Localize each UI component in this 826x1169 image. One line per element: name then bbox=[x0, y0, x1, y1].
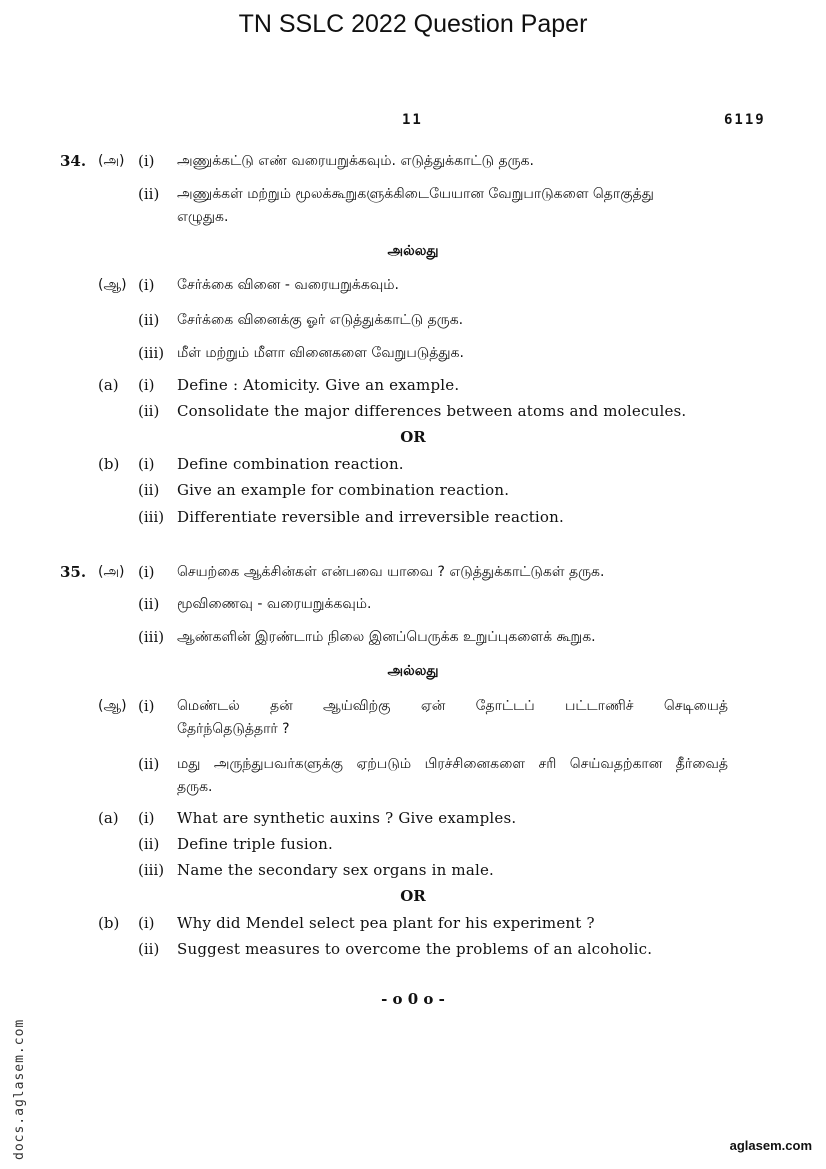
tamil-option-b-label: (ஆ) bbox=[98, 698, 127, 714]
sub-label: (ii) bbox=[138, 835, 160, 853]
question-text-english: Consolidate the major differences between atoms and molecules. bbox=[177, 402, 687, 420]
question-text-tamil: மீள் மற்றும் மீளா வினைகளை வேறுபடுத்துக. bbox=[177, 345, 464, 361]
question-text-english: Give an example for combination reaction. bbox=[177, 481, 510, 499]
question-text-tamil: மது அருந்துபவர்களுக்கு ஏற்படும் பிரச்சினைகளை சரி செய்வதற்கான தீர்வைத் bbox=[177, 756, 728, 772]
sub-label: (i) bbox=[138, 563, 155, 581]
question-text-tamil: எழுதுக. bbox=[177, 209, 229, 225]
question-text-english: Suggest measures to overcome the problems of an alcoholic. bbox=[177, 940, 653, 958]
sub-label: (i) bbox=[138, 809, 155, 827]
english-or-divider: OR bbox=[400, 428, 426, 446]
document-title: TN SSLC 2022 Question Paper bbox=[238, 10, 588, 38]
question-text-english: Define triple fusion. bbox=[177, 835, 333, 853]
english-option-b-label: (b) bbox=[98, 914, 120, 932]
tamil-or-divider: அல்லது bbox=[387, 243, 439, 259]
question-text-tamil: சேர்க்கை வினை - வரையறுக்கவும். bbox=[177, 277, 399, 293]
question-text-tamil: அணுக்கட்டு எண் வரையறுக்கவும். எடுத்துக்காட்டு தருக. bbox=[177, 153, 534, 169]
sub-label: (iii) bbox=[138, 628, 165, 646]
question-number: 35. bbox=[60, 563, 87, 581]
question-text-english: Why did Mendel select pea plant for his experiment ? bbox=[177, 914, 595, 932]
question-text-tamil: ஆண்களின் இரண்டாம் நிலை இனப்பெருக்க உறுப்புகளைக் கூறுக. bbox=[177, 629, 596, 645]
question-text-tamil: செயற்கை ஆக்சின்கள் என்பவை யாவை ? எடுத்துக்காட்டுகள் தருக. bbox=[177, 564, 605, 580]
tamil-option-a-label: (அ) bbox=[98, 153, 125, 169]
question-text-english: Name the secondary sex organs in male. bbox=[177, 861, 495, 879]
tamil-or-divider: அல்லது bbox=[387, 663, 439, 679]
question-text-tamil: தருக. bbox=[177, 779, 213, 795]
question-number: 34. bbox=[60, 152, 87, 170]
sub-label: (iii) bbox=[138, 344, 165, 362]
sub-label: (i) bbox=[138, 697, 155, 715]
question-text-english: Differentiate reversible and irreversible reaction. bbox=[177, 508, 564, 526]
end-of-paper-mark: - o 0 o - bbox=[381, 990, 445, 1008]
sub-label: (iii) bbox=[138, 508, 165, 526]
question-text-tamil: மூவிணைவு - வரையறுக்கவும். bbox=[177, 596, 372, 612]
sub-label: (i) bbox=[138, 455, 155, 473]
english-option-a-label: (a) bbox=[98, 376, 119, 394]
question-text-tamil: மெண்டல் தன் ஆய்விற்கு ஏன் தோட்டப் பட்டாணிச் செடியைத் bbox=[177, 698, 728, 714]
sub-label: (ii) bbox=[138, 185, 160, 203]
question-text-english: What are synthetic auxins ? Give examples. bbox=[177, 809, 517, 827]
tamil-option-a-label: (அ) bbox=[98, 564, 125, 580]
footer-brand: aglasem.com bbox=[729, 1138, 812, 1153]
sub-label: (i) bbox=[138, 376, 155, 394]
question-text-tamil: அணுக்கள் மற்றும் மூலக்கூறுகளுக்கிடையேயான வேறுபாடுகளை தொகுத்து bbox=[177, 186, 654, 202]
sub-label: (ii) bbox=[138, 940, 160, 958]
sub-label: (iii) bbox=[138, 861, 165, 879]
paper-code: 6119 bbox=[724, 112, 766, 128]
english-option-b-label: (b) bbox=[98, 455, 120, 473]
page-number: 11 bbox=[402, 112, 423, 128]
question-text-tamil: சேர்க்கை வினைக்கு ஓர் எடுத்துக்காட்டு தருக. bbox=[177, 312, 464, 328]
question-text-english: Define : Atomicity. Give an example. bbox=[177, 376, 460, 394]
sub-label: (i) bbox=[138, 276, 155, 294]
english-or-divider: OR bbox=[400, 887, 426, 905]
sub-label: (ii) bbox=[138, 595, 160, 613]
sub-label: (ii) bbox=[138, 311, 160, 329]
english-option-a-label: (a) bbox=[98, 809, 119, 827]
sub-label: (ii) bbox=[138, 755, 160, 773]
sub-label: (i) bbox=[138, 152, 155, 170]
sub-label: (ii) bbox=[138, 481, 160, 499]
sub-label: (ii) bbox=[138, 402, 160, 420]
watermark: docs.aglasem.com bbox=[12, 1018, 27, 1160]
question-text-tamil: தேர்ந்தெடுத்தார் ? bbox=[177, 721, 290, 737]
question-text-english: Define combination reaction. bbox=[177, 455, 404, 473]
tamil-option-b-label: (ஆ) bbox=[98, 277, 127, 293]
sub-label: (i) bbox=[138, 914, 155, 932]
